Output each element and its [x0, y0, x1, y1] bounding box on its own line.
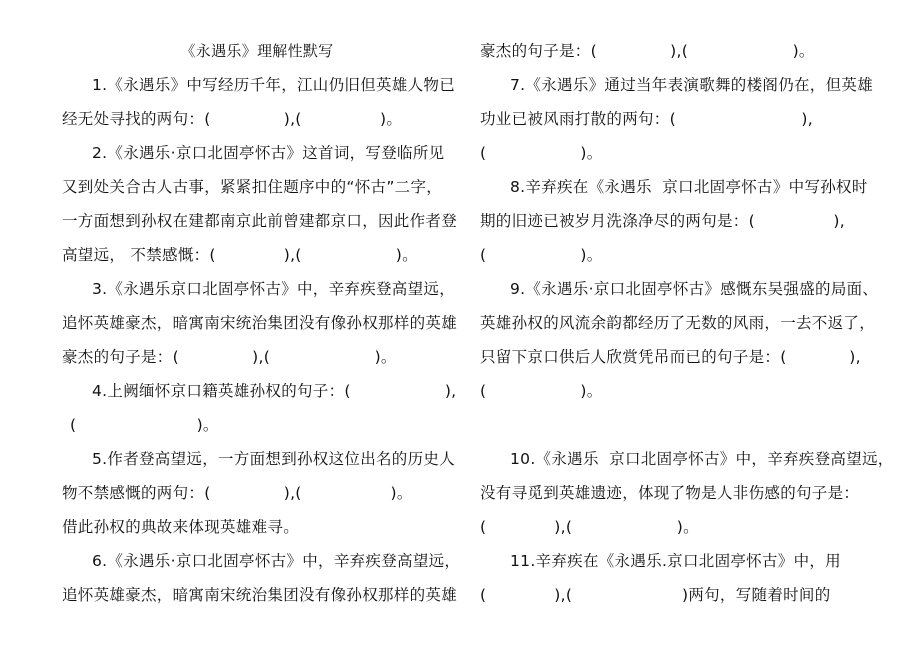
q9-line-3: 只留下京口供后人欣赏凭吊而已的句子是：( ),: [480, 348, 861, 366]
q1-line-2: 经无处寻找的两句：( ),( )。: [62, 110, 403, 128]
q5-line-2: 物不禁感慨的两句：( ),( )。: [62, 484, 413, 502]
q3-line-3: 豪杰的句子是：( ),( )。: [62, 348, 397, 366]
q7-line-1: 7.《永遇乐》通过当年表演歌舞的楼阁仍在，但英雄: [510, 76, 873, 94]
q3-line-1: 3.《永遇乐京口北固亭怀古》中，辛弃疾登高望远，: [92, 280, 455, 298]
q8-line-1: 8.辛弃疾在《永遇乐 京口北固亭怀古》中写孙权时: [510, 178, 868, 196]
q7-line-3: ( )。: [480, 144, 603, 162]
q6-line-3: 豪杰的句子是：( ),( )。: [480, 42, 815, 60]
q10-line-1: 10.《永遇乐 京口北固亭怀古》中，辛弃疾登高望远，: [510, 450, 894, 468]
q9-line-1: 9.《永遇乐·京口北固亭怀古》感慨东吴强盛的局面、: [510, 280, 879, 298]
q9-line-4: ( )。: [480, 382, 603, 400]
q9-line-2: 英雄孙权的风流余韵都经历了无数的风雨，一去不返了，: [480, 314, 876, 332]
q2-line-4: 高望远， 不禁感慨：( ),( )。: [62, 246, 418, 264]
q8-line-2: 期的旧迹已被岁月洗涤净尽的两句是：( ),: [480, 212, 845, 230]
q11-line-2: ( ),( )两句，写随着时间的: [480, 586, 831, 604]
spacer: [480, 408, 862, 442]
q3-line-2: 追怀英雄豪杰，暗寓南宋统治集团没有像孙权那样的英雄: [62, 314, 458, 332]
q2-line-1: 2.《永遇乐·京口北固亭怀古》这首词，写登临所见: [92, 144, 445, 162]
q6-line-1: 6.《永遇乐·京口北固亭怀古》中，辛弃疾登高望远，: [92, 552, 461, 570]
q1-line-1: 1.《永遇乐》中写经历千年，江山仍旧但英雄人物已: [92, 76, 455, 94]
q7-line-2: 功业已被风雨打散的两句：( ),: [480, 110, 813, 128]
q5-line-1: 5.作者登高望远，一方面想到孙权这位出名的历史人: [92, 450, 455, 468]
worksheet-title: 《永遇乐》理解性默写: [180, 42, 334, 60]
q10-line-2: 没有寻觅到英雄遗迹，体现了物是人非伤感的句子是：: [480, 484, 860, 502]
q6-line-2: 追怀英雄豪杰，暗寓南宋统治集团没有像孙权那样的英雄: [62, 586, 458, 604]
q4-line-2: ( )。: [70, 416, 219, 434]
q8-line-3: ( )。: [480, 246, 603, 264]
left-column: [62, 34, 461, 612]
right-column: [480, 34, 894, 612]
q2-line-2: 又到处关合古人古事，紧紧扣住题序中的“怀古”二字，: [62, 178, 443, 196]
q10-line-3: ( ),( )。: [480, 518, 699, 536]
q11-line-1: 11.辛弃疾在《永遇乐.京口北固亭怀古》中，用: [510, 552, 841, 570]
q2-line-3: 一方面想到孙权在建都南京此前曾建都京口，因此作者登: [62, 212, 458, 230]
q4-line-1: 4.上阙缅怀京口籍英雄孙权的句子：( ),: [92, 382, 457, 400]
q5-line-3: 借此孙权的典故来体现英雄难寻。: [62, 518, 300, 536]
